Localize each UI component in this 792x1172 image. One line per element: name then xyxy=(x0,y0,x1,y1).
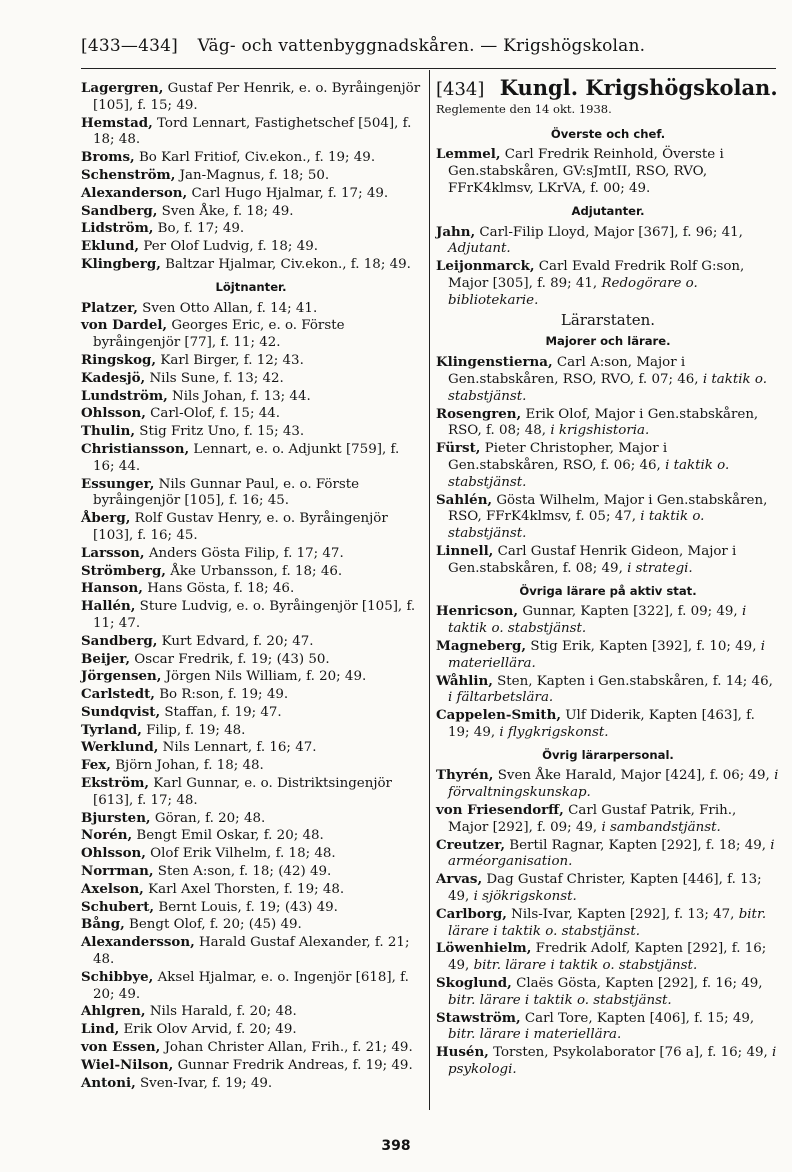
list-item xyxy=(436,767,780,802)
entry-details: Nils-Ivar, Kapten [292], f. 13; 47, xyxy=(506,906,739,922)
org-name: Kungl. Krigshögskolan. xyxy=(499,75,778,100)
list-item xyxy=(81,1057,421,1075)
entry-name: Beijer, xyxy=(81,650,131,667)
entry-details: Baltzar Hjalmar, Civ.ekon., f. 18; 49. xyxy=(160,256,411,272)
entry-name: Antoni, xyxy=(81,1074,136,1091)
entry-name: Fürst, xyxy=(436,440,481,457)
entry-details: Sture Ludvig, e. o. Byråingenjör [105], f. 11; 47. xyxy=(93,599,416,631)
entry-details: Carl Gustaf Patrik, Frih., Major [292], f. 09; 49, xyxy=(448,803,737,835)
entry-name: Christiansson, xyxy=(81,440,190,457)
entry-name: Leijonmarck, xyxy=(436,258,535,275)
entry-details: Carl Tore, Kapten [406], f. 15; 49, xyxy=(520,1010,755,1026)
entry-name: Hanson, xyxy=(81,580,143,597)
list-item xyxy=(81,115,421,150)
section-heading-majorer: Majorer och lärare. xyxy=(545,334,671,349)
entry-subject: i materiellära. xyxy=(448,638,766,671)
page-number: 398 xyxy=(381,1138,411,1154)
entry-name: Ohlsson, xyxy=(81,845,146,862)
entry-details: Jan-Magnus, f. 18; 50. xyxy=(175,167,330,183)
page-range: [433—434] xyxy=(81,36,178,56)
list-item xyxy=(436,802,780,837)
list-item xyxy=(81,388,421,406)
entry-subject: Redogörare o. bibliotekarie. xyxy=(448,275,698,308)
entry-details: Bengt Emil Oskar, f. 20; 48. xyxy=(132,828,324,844)
entry-name: Lagergren, xyxy=(81,80,164,96)
list-item xyxy=(81,916,421,934)
entry-name: Tyrland, xyxy=(81,721,142,738)
section-heading-adjutanter: Adjutanter. xyxy=(571,203,645,218)
entry-subject: bitr. lärare i taktik o. stabstjänst. xyxy=(473,958,698,974)
entry-name: Schenström, xyxy=(81,166,176,183)
entry-details: Rolf Gustav Henry, e. o. Byråingenjör [103], f. 16; 45. xyxy=(93,511,388,543)
entry-subject: i krigshistoria. xyxy=(550,423,650,439)
entry-details: Åke Urbansson, f. 18; 46. xyxy=(165,563,343,579)
list-item xyxy=(81,563,421,581)
chef-entries xyxy=(436,146,780,197)
entry-name: Carlstedt, xyxy=(81,686,155,703)
entry-name: Lidström, xyxy=(81,220,154,237)
list-item xyxy=(81,899,421,917)
list-item xyxy=(81,1039,421,1057)
entry-name: Linnell, xyxy=(436,542,494,559)
list-item xyxy=(436,940,780,975)
section-heading-lararstaten: Lärarstaten. xyxy=(560,310,656,329)
entry-name: Broms, xyxy=(81,149,135,166)
entry-name: Arvas, xyxy=(436,871,483,888)
entry-details: Anders Gösta Filip, f. 17; 47. xyxy=(144,545,344,561)
entry-name: Magneberg, xyxy=(436,637,527,654)
entry-details: Gustaf Per Henrik, e. o. Byråingenjör [105], f. 15; 49. xyxy=(93,81,421,113)
list-item xyxy=(436,906,780,941)
entry-subject: bitr. lärare i materiellära. xyxy=(448,1027,622,1043)
entry-name: Sandberg, xyxy=(81,202,158,219)
entry-details: Carl Hugo Hjalmar, f. 17; 49. xyxy=(187,185,389,201)
entry-details: Hans Gösta, f. 18; 46. xyxy=(142,581,295,597)
entry-details: Ulf Diderik, Kapten [463], f. 19; 49, xyxy=(448,708,755,740)
list-item xyxy=(436,837,780,872)
entry-subject: i psykologi. xyxy=(448,1045,777,1078)
major-entries xyxy=(436,354,780,577)
header-rule xyxy=(81,68,776,69)
entry-details: Pieter Christopher, Major i Gen.stabskåren, RSO, f. 06; 46, xyxy=(448,441,668,473)
entry-name: von Dardel, xyxy=(81,317,168,334)
list-item xyxy=(81,580,421,598)
list-item xyxy=(81,300,421,318)
entry-name: Alexandersson, xyxy=(81,934,195,951)
list-item xyxy=(81,633,421,651)
entry-name: Alexanderson, xyxy=(81,184,188,201)
entry-name: Thyrén, xyxy=(436,767,494,784)
regulation-line: Reglemente den 14 okt. 1938. xyxy=(436,101,612,116)
entry-name: Hallén, xyxy=(81,598,136,615)
other-staff-entries xyxy=(436,767,780,1078)
entry-name: Strömberg, xyxy=(81,562,166,579)
list-item xyxy=(81,704,421,722)
list-item xyxy=(81,651,421,669)
list-item xyxy=(436,146,780,197)
entry-subject: i fältarbetslära. xyxy=(448,690,554,706)
entry-details: Göran, f. 20; 48. xyxy=(150,810,266,826)
list-item xyxy=(81,827,421,845)
column-divider xyxy=(429,70,430,1110)
entry-name: Schibbye, xyxy=(81,968,154,985)
entry-details: Nils Gunnar Paul, e. o. Förste byråingenjör [105], f. 16; 45. xyxy=(93,476,360,509)
entry-name: Sahlén, xyxy=(436,491,493,508)
entry-details: Per Olof Ludvig, f. 18; 49. xyxy=(139,239,318,255)
section-heading-ovrig-personal: Övrig lärarpersonal. xyxy=(542,747,674,762)
entry-name: Platzer, xyxy=(81,299,138,316)
entry-subject: i sambandstjänst. xyxy=(601,819,721,835)
entry-details: Sven Otto Allan, f. 14; 41. xyxy=(137,300,318,316)
list-item xyxy=(81,1075,421,1093)
list-item xyxy=(81,739,421,757)
entry-details: Kurt Edvard, f. 20; 47. xyxy=(157,633,314,649)
list-item xyxy=(436,603,780,638)
right-column xyxy=(436,75,780,1079)
adjutant-entries xyxy=(436,224,780,310)
entry-name: Klingberg, xyxy=(81,255,161,272)
list-item xyxy=(81,881,421,899)
list-item xyxy=(81,722,421,740)
list-item xyxy=(81,203,421,221)
entry-details: Bo, f. 17; 49. xyxy=(153,221,245,237)
entry-details: Gunnar Fredrik Andreas, f. 19; 49. xyxy=(173,1057,413,1073)
left-entries-bottom xyxy=(81,300,421,1093)
entry-subject: i taktik o. stabstjänst. xyxy=(448,509,705,542)
list-item xyxy=(81,317,421,352)
entry-details: Dag Gustaf Christer, Kapten [446], f. 13; 49, xyxy=(448,872,762,905)
entry-details: Erik Olof, Major i Gen.stabskåren, RSO, f. 08; 48, xyxy=(448,406,759,439)
entry-details: Sven-Ivar, f. 19; 49. xyxy=(135,1075,273,1091)
entry-details: Harald Gustaf Alexander, f. 21; 48. xyxy=(93,935,410,968)
entry-details: Carl Fredrik Reinhold, Överste i Gen.stabskåren, GV:sJmtII, RSO, RVO, FFrK4klmsv, LKrVA, f. 00; 49. xyxy=(448,147,724,196)
entry-details: Bernt Louis, f. 19; (43) 49. xyxy=(154,899,338,915)
list-item xyxy=(81,238,421,256)
entry-name: Essunger, xyxy=(81,475,155,492)
list-item xyxy=(81,686,421,704)
list-item xyxy=(81,775,421,810)
entry-name: Jahn, xyxy=(436,223,476,240)
entry-name: Larsson, xyxy=(81,544,145,561)
entry-details: Olof Erik Vilhelm, f. 18; 48. xyxy=(145,846,336,862)
entry-subject: i arméorganisation. xyxy=(448,837,775,870)
entry-details: Fredrik Adolf, Kapten [292], f. 16; 49, xyxy=(448,941,767,974)
list-item xyxy=(436,543,780,578)
list-item xyxy=(436,1044,780,1079)
entry-name: Ahlgren, xyxy=(81,1003,146,1020)
list-item xyxy=(81,185,421,203)
section-heading-chef: Överste och chef. xyxy=(550,126,666,141)
entry-details: Karl Axel Thorsten, f. 19; 48. xyxy=(143,881,345,897)
entry-name: Creutzer, xyxy=(436,836,506,853)
entry-subject: bitr. lärare i taktik o. stabstjänst. xyxy=(448,992,672,1008)
entry-name: Wåhlin, xyxy=(436,672,493,689)
list-item xyxy=(436,224,780,259)
list-item xyxy=(436,638,780,673)
entry-name: Ringskog, xyxy=(81,351,157,368)
entry-name: Fex, xyxy=(81,757,111,774)
entry-details: Erik Olov Arvid, f. 20; 49. xyxy=(119,1022,297,1038)
entry-name: Bång, xyxy=(81,916,125,933)
entry-name: von Essen, xyxy=(81,1039,161,1056)
entry-details: Stig Erik, Kapten [392], f. 10; 49, xyxy=(526,638,761,654)
entry-name: Carlborg, xyxy=(436,905,507,922)
entry-subject: i sjökrigskonst. xyxy=(473,889,577,905)
list-item xyxy=(81,1003,421,1021)
list-item xyxy=(81,423,421,441)
entry-details: Stig Fritz Uno, f. 15; 43. xyxy=(135,424,305,440)
list-item xyxy=(436,707,780,742)
list-item xyxy=(81,149,421,167)
left-entries-top xyxy=(81,80,421,274)
list-item xyxy=(436,492,780,543)
entry-details: Gösta Wilhelm, Major i Gen.stabskåren, RSO, FFrK4klmsv, f. 05; 47, xyxy=(448,492,768,525)
section-number: [434] xyxy=(436,79,485,100)
entry-details: Carl A:son, Major i Gen.stabskåren, RSO, RVO, f. 07; 46, xyxy=(448,355,703,387)
list-item xyxy=(81,370,421,388)
entry-details: Lennart, e. o. Adjunkt [759], f. 16; 44. xyxy=(93,441,400,474)
entry-name: Husén, xyxy=(436,1044,489,1061)
entry-details: Sven Åke Harald, Major [424], f. 06; 49, xyxy=(493,768,775,784)
entry-details: Bengt Olof, f. 20; (45) 49. xyxy=(124,917,302,933)
entry-details: Johan Christer Allan, Frih., f. 21; 49. xyxy=(160,1040,413,1056)
entry-details: Filip, f. 19; 48. xyxy=(141,722,246,738)
list-item xyxy=(81,441,421,476)
list-item xyxy=(81,545,421,563)
entry-name: Wiel-Nilson, xyxy=(81,1056,174,1073)
entry-details: Carl-Filip Lloyd, Major [367], f. 96; 41, xyxy=(475,224,743,240)
entry-details: Nils Harald, f. 20; 48. xyxy=(145,1004,297,1020)
entry-details: Claës Gösta, Kapten [292], f. 16; 49, xyxy=(511,976,763,992)
header-title: Väg- och vattenbyggnadskåren. — Krigshögskolan. xyxy=(197,36,646,56)
entry-name: Axelson, xyxy=(81,880,144,897)
entry-name: Sundqvist, xyxy=(81,703,161,720)
list-item xyxy=(436,1010,780,1045)
section-heading-lojtnanter: Löjtnanter. xyxy=(215,279,287,294)
entry-details: Karl Birger, f. 12; 43. xyxy=(156,352,304,368)
list-item xyxy=(81,845,421,863)
entry-details: Bertil Ragnar, Kapten [292], f. 18; 49, xyxy=(505,837,771,853)
entry-details: Jörgen Nils William, f. 20; 49. xyxy=(161,669,367,685)
entry-name: Eklund, xyxy=(81,238,140,255)
entry-name: Schubert, xyxy=(81,898,155,915)
entry-name: Cappelen-Smith, xyxy=(436,707,561,724)
entry-details: Aksel Hjalmar, e. o. Ingenjör [618], f. 20; 49. xyxy=(93,969,409,1002)
entry-name: Stawström, xyxy=(436,1009,521,1026)
entry-details: Karl Gunnar, e. o. Distriktsingenjör [613], f. 17; 48. xyxy=(93,776,392,808)
list-item xyxy=(81,810,421,828)
entry-details: Tord Lennart, Fastighetschef [504], f. 18; 48. xyxy=(93,115,412,148)
entry-name: Hemstad, xyxy=(81,114,153,131)
list-item xyxy=(81,934,421,969)
list-item xyxy=(81,352,421,370)
entry-details: Björn Johan, f. 18; 48. xyxy=(110,758,264,774)
list-item xyxy=(81,476,421,511)
list-item xyxy=(81,863,421,881)
entry-details: Nils Lennart, f. 16; 47. xyxy=(158,740,317,756)
entry-details: Georges Eric, e. o. Förste byråingenjör [77], f. 11; 42. xyxy=(93,318,345,351)
entry-details: Torsten, Psykolaborator [76 a], f. 16; 49, xyxy=(488,1045,773,1061)
entry-name: Ekström, xyxy=(81,775,150,792)
list-item xyxy=(436,354,780,405)
section-heading-ovriga-larare: Övriga lärare på aktiv stat. xyxy=(519,583,697,598)
entry-details: Nils Johan, f. 13; 44. xyxy=(167,388,311,404)
list-item xyxy=(81,598,421,633)
entry-details: Staffan, f. 19; 47. xyxy=(160,704,282,720)
entry-name: Norén, xyxy=(81,827,133,844)
entry-name: Bjursten, xyxy=(81,809,151,826)
entry-details: Sten A:son, f. 18; (42) 49. xyxy=(153,864,332,880)
list-item xyxy=(81,167,421,185)
list-item xyxy=(81,220,421,238)
entry-name: Werklund, xyxy=(81,739,159,756)
other-teacher-entries xyxy=(436,603,780,741)
entry-details: Bo R:son, f. 19; 49. xyxy=(154,687,289,703)
list-item xyxy=(81,80,421,115)
list-item xyxy=(81,510,421,545)
entry-name: von Friesendorff, xyxy=(436,802,564,819)
entry-details: Carl Evald Fredrik Rolf G:son, Major [305], f. 89; 41, xyxy=(448,259,745,291)
list-item xyxy=(81,405,421,423)
entry-name: Lind, xyxy=(81,1021,120,1038)
list-item xyxy=(436,258,780,309)
entry-name: Lemmel, xyxy=(436,146,501,163)
list-item xyxy=(436,440,780,491)
entry-subject: Adjutant. xyxy=(448,241,511,257)
entry-name: Thulin, xyxy=(81,423,136,440)
list-item xyxy=(436,975,780,1010)
entry-name: Åberg, xyxy=(81,510,131,527)
entry-details: Nils Sune, f. 13; 42. xyxy=(145,370,284,386)
left-column xyxy=(81,80,421,1092)
entry-name: Norrman, xyxy=(81,863,154,880)
entry-details: Carl-Olof, f. 15; 44. xyxy=(145,406,281,422)
list-item xyxy=(81,668,421,686)
entry-name: Lundström, xyxy=(81,387,168,404)
org-title xyxy=(436,75,780,100)
list-item xyxy=(436,406,780,441)
list-item xyxy=(81,1021,421,1039)
entry-details: Carl Gustaf Henrik Gideon, Major i Gen.stabskåren, f. 08; 49, xyxy=(448,543,737,576)
entry-subject: bitr. lärare i taktik o. stabstjänst. xyxy=(448,906,767,939)
entry-subject: i förvaltningskunskap. xyxy=(448,768,779,801)
entry-name: Skoglund, xyxy=(436,975,512,992)
entry-subject: i flygkrigskonst. xyxy=(499,724,609,740)
entry-name: Löwenhielm, xyxy=(436,940,532,957)
entry-subject: i taktik o. stabstjänst. xyxy=(448,457,730,490)
entry-subject: i taktik o. stabstjänst. xyxy=(448,371,767,404)
entry-details: Sven Åke, f. 18; 49. xyxy=(157,203,294,219)
entry-name: Jörgensen, xyxy=(81,668,162,685)
entry-name: Sandberg, xyxy=(81,632,158,649)
list-item xyxy=(81,256,421,274)
entry-details: Gunnar, Kapten [322], f. 09; 49, xyxy=(518,604,742,620)
running-header xyxy=(81,36,721,56)
entry-name: Ohlsson, xyxy=(81,405,146,422)
entry-details: Sten, Kapten i Gen.stabskåren, f. 14; 46, xyxy=(492,673,773,689)
list-item xyxy=(436,871,780,906)
entry-name: Henricson, xyxy=(436,603,519,620)
entry-details: Bo Karl Fritiof, Civ.ekon., f. 19; 49. xyxy=(134,150,376,166)
list-item xyxy=(81,757,421,775)
list-item xyxy=(436,673,780,708)
entry-subject: i strategi. xyxy=(627,560,693,576)
entry-subject: i taktik o. stabstjänst. xyxy=(448,604,747,637)
entry-name: Klingenstierna, xyxy=(436,354,553,371)
list-item xyxy=(81,969,421,1004)
entry-name: Kadesjö, xyxy=(81,369,146,386)
entry-details: Oscar Fredrik, f. 19; (43) 50. xyxy=(130,651,330,667)
entry-name: Rosengren, xyxy=(436,405,522,422)
